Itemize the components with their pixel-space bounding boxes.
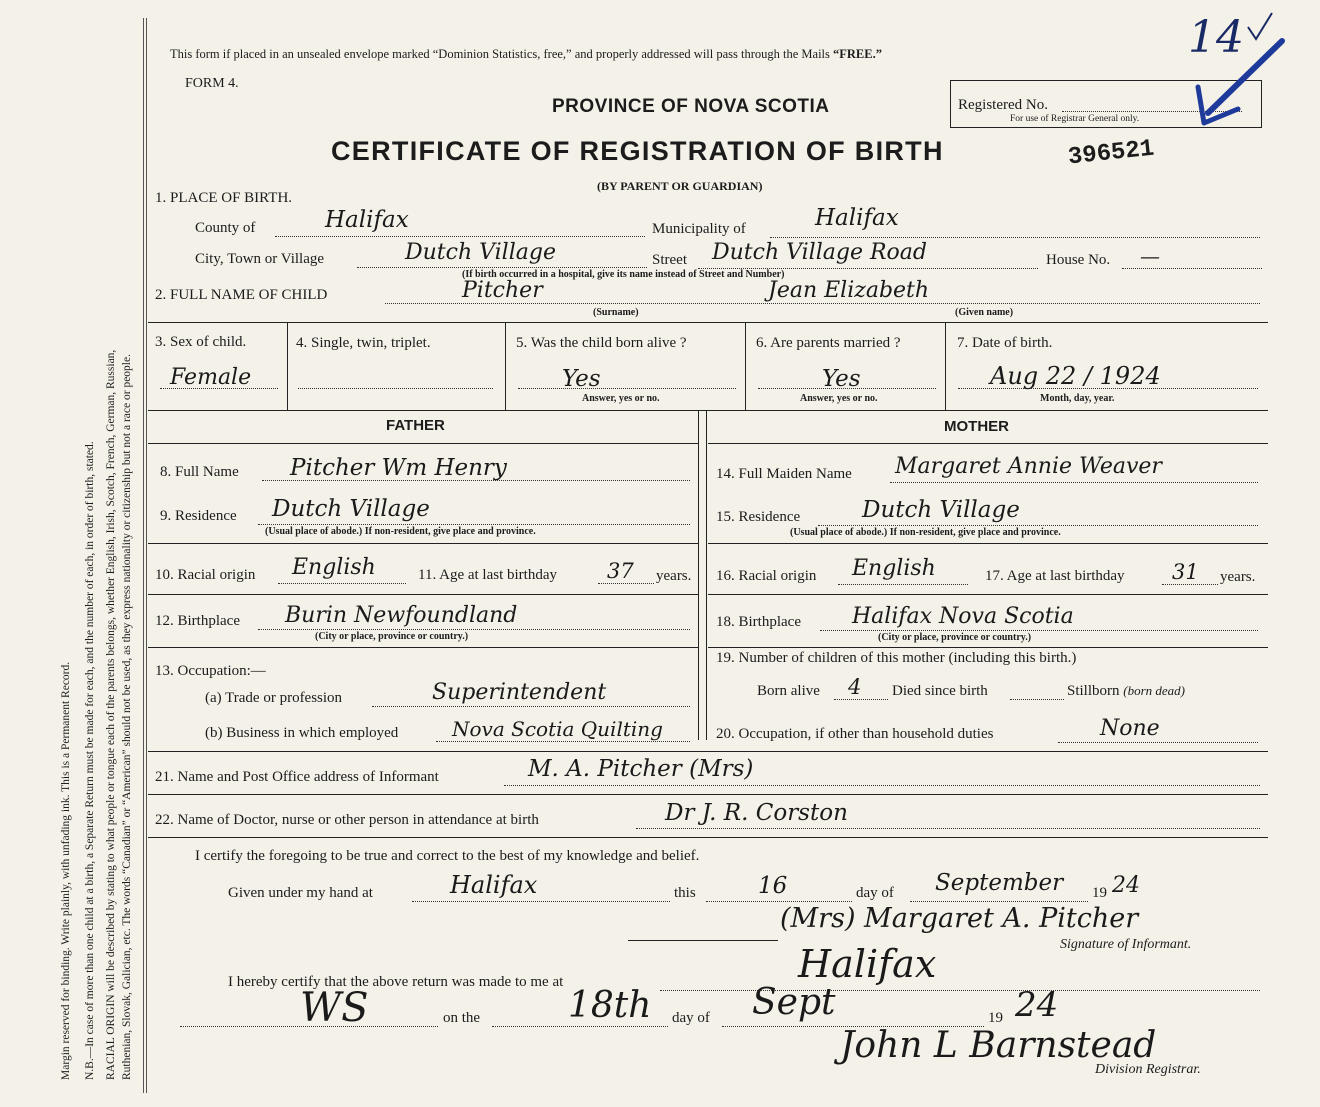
form-number: FORM 4. (185, 76, 239, 91)
informant-value: M. A. Pitcher (Mrs) (528, 756, 754, 782)
father-name-label: 8. Full Name (160, 464, 239, 480)
margin-rule (143, 18, 144, 1093)
father-age-line (598, 583, 654, 584)
born-alive-label: 5. Was the child born alive ? (516, 335, 687, 351)
cert-day-line (706, 901, 852, 902)
house-no-line (1122, 268, 1262, 269)
informant-label: 21. Name and Post Office address of Informant (155, 769, 439, 785)
mail-notice: This form if placed in an unsealed envelope marked “Dominion Statistics, free,” and properly addressed will pass through the Mails “FREE.” (170, 47, 882, 61)
registrar-day-of-label: day of (672, 1010, 710, 1026)
mother-race-label: 16. Racial origin (716, 568, 817, 584)
mother-name-label: 14. Full Maiden Name (716, 466, 852, 482)
mother-residence-caption: (Usual place of abode.) If non-resident, give place and province. (790, 527, 1061, 538)
child-name-line (385, 303, 1260, 304)
mother-age-years: years. (1220, 569, 1256, 585)
certificate-subtitle: (BY PARENT OR GUARDIAN) (597, 179, 763, 193)
sex-label: 3. Sex of child. (155, 334, 247, 350)
given-name-caption: (Given name) (955, 307, 1014, 318)
died-since-birth-label: Died since birth (892, 683, 988, 699)
child-box-divider-1 (287, 322, 288, 410)
mother-rule-3 (708, 647, 1268, 648)
given-under-label: Given under my hand at (228, 885, 373, 901)
father-race-label: 10. Racial origin (155, 567, 256, 583)
doctor-label: 22. Name of Doctor, nurse or other person in attendance at birth (155, 812, 539, 828)
father-birthplace-label: 12. Birthplace (155, 613, 240, 629)
registrar-caption: Division Registrar. (1095, 1062, 1201, 1077)
house-no-label: House No. (1046, 252, 1111, 268)
informant-line (504, 785, 1260, 786)
registered-no-label: Registered No. (958, 97, 1048, 113)
province-heading: PROVINCE OF NOVA SCOTIA (552, 96, 830, 117)
date-of-birth-caption: Month, day, year. (1040, 393, 1115, 404)
mother-race-value: English (852, 556, 936, 581)
registered-no-note: For use of Registrar General only. (1010, 114, 1140, 124)
father-age-years: years. (656, 568, 692, 584)
father-rule-2 (148, 594, 698, 595)
father-birthplace-value: Burin Newfoundland (285, 603, 518, 628)
parents-married-value: Yes (822, 366, 861, 392)
mother-heading: MOTHER (944, 418, 1009, 435)
on-the-label: on the (443, 1010, 481, 1026)
mother-name-value: Margaret Annie Weaver (895, 454, 1162, 479)
stillborn-label: Stillborn (born dead) (1067, 683, 1186, 699)
father-heading-rule (148, 443, 698, 444)
business-value: Nova Scotia Quilting (452, 717, 663, 741)
county-line (275, 236, 645, 237)
father-residence-value: Dutch Village (272, 496, 430, 522)
city-value: Dutch Village (405, 240, 556, 265)
county-value: Halifax (325, 207, 409, 233)
born-alive-value: Yes (562, 366, 601, 392)
mother-residence-label: 15. Residence (716, 509, 801, 525)
born-alive-count-value: 4 (848, 675, 862, 699)
registrar-statement: I hereby certify that the above return was made to me at (228, 974, 564, 990)
doctor-rule-bottom (148, 837, 1268, 838)
registrar-place-line (660, 990, 1260, 991)
father-residence-caption: (Usual place of abode.) If non-resident, give place and province. (265, 526, 536, 537)
child-name-label: 2. FULL NAME OF CHILD (155, 287, 328, 303)
stamp-number: 396521 (1066, 135, 1156, 172)
trade-value: Superintendent (432, 680, 607, 705)
mother-residence-value: Dutch Village (862, 497, 1020, 523)
trade-line (372, 706, 690, 707)
registrar-signature: John L Barnstead (840, 1025, 1157, 1066)
certify-statement: I certify the foregoing to be true and correct to the best of my knowledge and belief. (195, 848, 700, 864)
business-label: (b) Business in which employed (205, 725, 399, 741)
trade-label: (a) Trade or profession (205, 690, 343, 706)
child-box-top (148, 322, 1268, 323)
date-of-birth-label: 7. Date of birth. (957, 335, 1053, 351)
child-given-name-value: Jean Elizabeth (768, 278, 930, 303)
mother-race-line (838, 584, 968, 585)
certificate-title: CERTIFICATE OF REGISTRATION OF BIRTH (331, 136, 944, 166)
sex-value: Female (170, 365, 252, 390)
child-box-divider-3 (745, 322, 746, 410)
margin-rule-inner (146, 18, 147, 1093)
given-place-value: Halifax (450, 871, 538, 899)
this-label: this (674, 885, 696, 901)
cert-month-line (910, 901, 1088, 902)
single-twin-line (298, 388, 493, 389)
mother-name-line (890, 482, 1258, 483)
registrar-initials: WS (300, 985, 369, 1031)
city-line (357, 267, 647, 268)
registrar-day-value: 18th (568, 985, 652, 1026)
margin-note-multiple-births: N.B.—In case of more than one child at a birth, a Separate Return must be made for each, and the number of each, in order of birth, stated. (84, 441, 96, 1080)
date-of-birth-value: Aug 22 / 1924 (990, 362, 1161, 390)
margin-note-nationality: Ruthenian, Slovak, Galician, etc. The words “Canadian” or “American” should not be used, as they express nationality or citizenship but not a race or people. (121, 354, 133, 1080)
mother-birthplace-caption: (City or place, province or country.) (878, 632, 1032, 643)
registrar-month-value: Sept (752, 982, 836, 1023)
mother-occupation-label: 20. Occupation, if other than household duties (716, 726, 994, 742)
father-rule-3 (148, 647, 698, 648)
occupation-label: 13. Occupation:— (155, 663, 266, 679)
surname-caption: (Surname) (593, 307, 639, 318)
check-icon (1190, 5, 1310, 140)
informant-rule-top (148, 751, 1268, 752)
mother-birthplace-value: Halifax Nova Scotia (852, 604, 1074, 629)
parents-married-label: 6. Are parents married ? (756, 335, 901, 351)
cert-year-value: 24 (1112, 873, 1140, 898)
city-label: City, Town or Village (195, 251, 325, 267)
died-since-birth-line (1010, 699, 1064, 700)
cert-day-value: 16 (758, 873, 788, 899)
mother-occupation-value: None (1100, 716, 1160, 741)
street-value: Dutch Village Road (712, 240, 927, 265)
father-heading: FATHER (386, 417, 445, 434)
mother-residence-line (818, 525, 1258, 526)
given-place-line (412, 901, 670, 902)
mother-age-label: 17. Age at last birthday (985, 568, 1125, 584)
county-label: County of (195, 220, 256, 236)
mother-rule-2 (708, 594, 1268, 595)
born-alive-line (518, 388, 736, 389)
mother-birthplace-line (820, 630, 1258, 631)
municipality-label: Municipality of (652, 221, 746, 237)
doctor-value: Dr J. R. Corston (665, 800, 848, 826)
place-of-birth-heading: 1. PLACE OF BIRTH. (155, 190, 293, 206)
mother-birthplace-label: 18. Birthplace (716, 614, 801, 630)
single-twin-label: 4. Single, twin, triplet. (296, 335, 431, 351)
cert-year-prefix: 19 (1092, 885, 1107, 901)
born-alive-count-label: Born alive (757, 683, 820, 699)
child-box-divider-2 (505, 322, 506, 410)
mother-rule-1 (708, 543, 1268, 544)
father-age-label: 11. Age at last birthday (418, 567, 557, 583)
business-line (436, 741, 690, 742)
informant-signature-caption: Signature of Informant. (1060, 937, 1192, 952)
municipality-line (770, 237, 1260, 238)
street-label: Street (652, 252, 687, 268)
father-age-value: 37 (607, 559, 634, 583)
informant-rule-bottom (148, 794, 1268, 795)
father-race-line (278, 583, 406, 584)
parents-divider-right (706, 410, 707, 740)
mother-occupation-line (1058, 742, 1258, 743)
children-count-label: 19. Number of children of this mother (including this birth.) (716, 650, 1077, 666)
registrar-place-value: Halifax (798, 942, 937, 986)
born-alive-caption: Answer, yes or no. (582, 393, 660, 404)
child-box-divider-4 (945, 322, 946, 410)
registrar-year-prefix: 19 (988, 1010, 1003, 1026)
municipality-value: Halifax (815, 205, 899, 231)
father-residence-line (258, 524, 690, 525)
house-no-value: — (1140, 244, 1160, 268)
parents-married-caption: Answer, yes or no. (800, 393, 878, 404)
father-birthplace-caption: (City or place, province or country.) (315, 631, 469, 642)
child-box-bottom (148, 410, 1268, 411)
margin-note-racial-origin: RACIAL ORIGIN will be described by stating to what people or tongue each of the parents belongs, whether English, Irish, Scotch, French, German, Russian, (105, 349, 117, 1080)
hospital-note: (If birth occurred in a hospital, give its name instead of Street and Number) (462, 269, 785, 280)
mother-age-value: 31 (1172, 560, 1199, 584)
doctor-line (636, 828, 1260, 829)
corner-number: 14 (1188, 12, 1244, 63)
father-name-value: Pitcher Wm Henry (290, 455, 507, 481)
born-alive-count-line (834, 699, 888, 700)
cert-day-of-label: day of (856, 885, 894, 901)
father-birthplace-line (258, 629, 690, 630)
registrar-day-line (492, 1026, 668, 1027)
father-rule-1 (148, 543, 698, 544)
child-surname-value: Pitcher (462, 278, 543, 303)
informant-signature: (Mrs) Margaret A. Pitcher (780, 903, 1139, 934)
mother-age-line (1162, 584, 1218, 585)
informant-signature-rule (628, 940, 778, 941)
cert-month-value: September (935, 870, 1064, 896)
mother-heading-rule (708, 443, 1268, 444)
father-race-value: English (292, 555, 376, 580)
registrar-year-value: 24 (1015, 985, 1059, 1025)
margin-note-binding: Margin reserved for binding. Write plainly, with unfading ink. This is a Permanent Record. (60, 661, 72, 1080)
parents-divider-left (698, 410, 699, 740)
father-residence-label: 9. Residence (160, 508, 237, 524)
